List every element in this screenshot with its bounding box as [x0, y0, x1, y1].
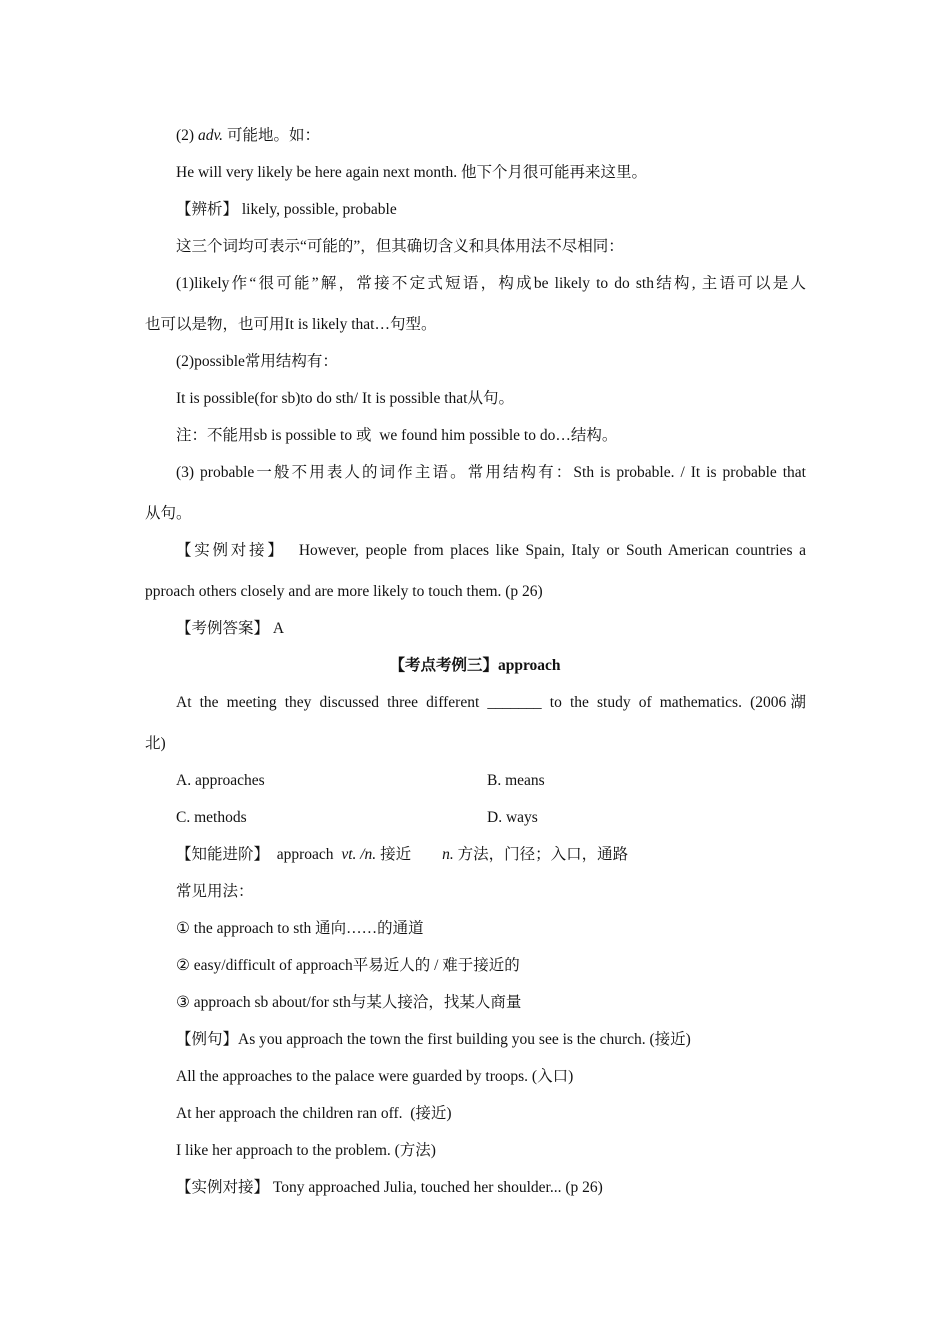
meaning-text: 方法，门径；入口，通路 [453, 846, 629, 863]
instance-line1: 【实例对接】 However, people from places like Spain, Italy or South American countries a [176, 542, 806, 559]
probable-usage-line1: (3) probable一般不用表人的词作主语。常用结构有：Sth is probable. / It is probable that [176, 464, 806, 481]
options-row-2 [176, 808, 538, 828]
example-sentence: 【例句】As you approach the town the first building you see is the church. (接近) [176, 1031, 691, 1048]
possible-usage-note: 注：不能用sb is possible to 或 we found him possible to do…结构。 [176, 427, 618, 444]
question-line1: At the meeting they discussed three different _______ to the study of mathematics. (2006湖 [176, 694, 806, 711]
sense-text: 可能地。如： [223, 127, 320, 144]
meaning-text: 接近 [376, 846, 443, 863]
section-heading: 【考点考例三】approach [389, 657, 561, 674]
knowledge-label: 【知能进阶】 approach [176, 846, 342, 863]
common-usage-heading: 常见用法： [176, 883, 254, 900]
option-a: A. approaches [176, 772, 265, 789]
paragraph-adv-sense [176, 126, 320, 146]
instance-link: 【实例对接】 Tony approached Julia, touched her shoulder... (p 26) [176, 1179, 603, 1196]
example-sentence: All the approaches to the palace were guarded by troops. (入口) [176, 1068, 574, 1085]
example-sentence: I like her approach to the problem. (方法) [176, 1142, 436, 1159]
likely-usage-line2: 也可以是物，也可用It is likely that…句型。 [145, 316, 437, 333]
part-of-speech: adv. [197, 127, 224, 144]
possible-usage-heading: (2)possible常用结构有： [176, 353, 338, 370]
knowledge-heading [176, 845, 628, 865]
exam-answer: 【考例答案】 A [176, 620, 285, 637]
options-row-1 [176, 771, 545, 791]
usage-item-1: ① the approach to sth 通向……的通道 [176, 920, 424, 937]
sense-number: (2) [176, 127, 198, 144]
usage-item-2: ② easy/difficult of approach平易近人的 / 难于接近的 [176, 957, 520, 974]
example-sentence: At her approach the children ran off. (接近) [176, 1105, 452, 1122]
discrimination-intro: 这三个词均可表示“可能的”，但其确切含义和具体用法不尽相同： [176, 238, 624, 255]
usage-item-3: ③ approach sb about/for sth与某人接洽，找某人商量 [176, 994, 522, 1011]
question-line2: 北) [145, 735, 166, 752]
discrimination-heading: 【辨析】 likely, possible, probable [176, 201, 397, 218]
instance-line2: pproach others closely and are more likely to touch them. (p 26) [145, 583, 543, 600]
example-sentence: He will very likely be here again next month. 他下个月很可能再来这里。 [176, 164, 647, 181]
part-of-speech: vt. /n. [341, 846, 377, 863]
option-b: B. means [487, 772, 545, 789]
option-d: D. ways [487, 809, 538, 826]
option-c: C. methods [176, 809, 247, 826]
probable-usage-line2: 从句。 [145, 505, 192, 522]
part-of-speech: n. [442, 846, 454, 863]
likely-usage-line1: (1)likely作“很可能”解，常接不定式短语，构成be likely to do sth结构, 主语可以是人 [176, 275, 806, 292]
possible-usage-structure: It is possible(for sb)to do sth/ It is possible that从句。 [176, 390, 514, 407]
